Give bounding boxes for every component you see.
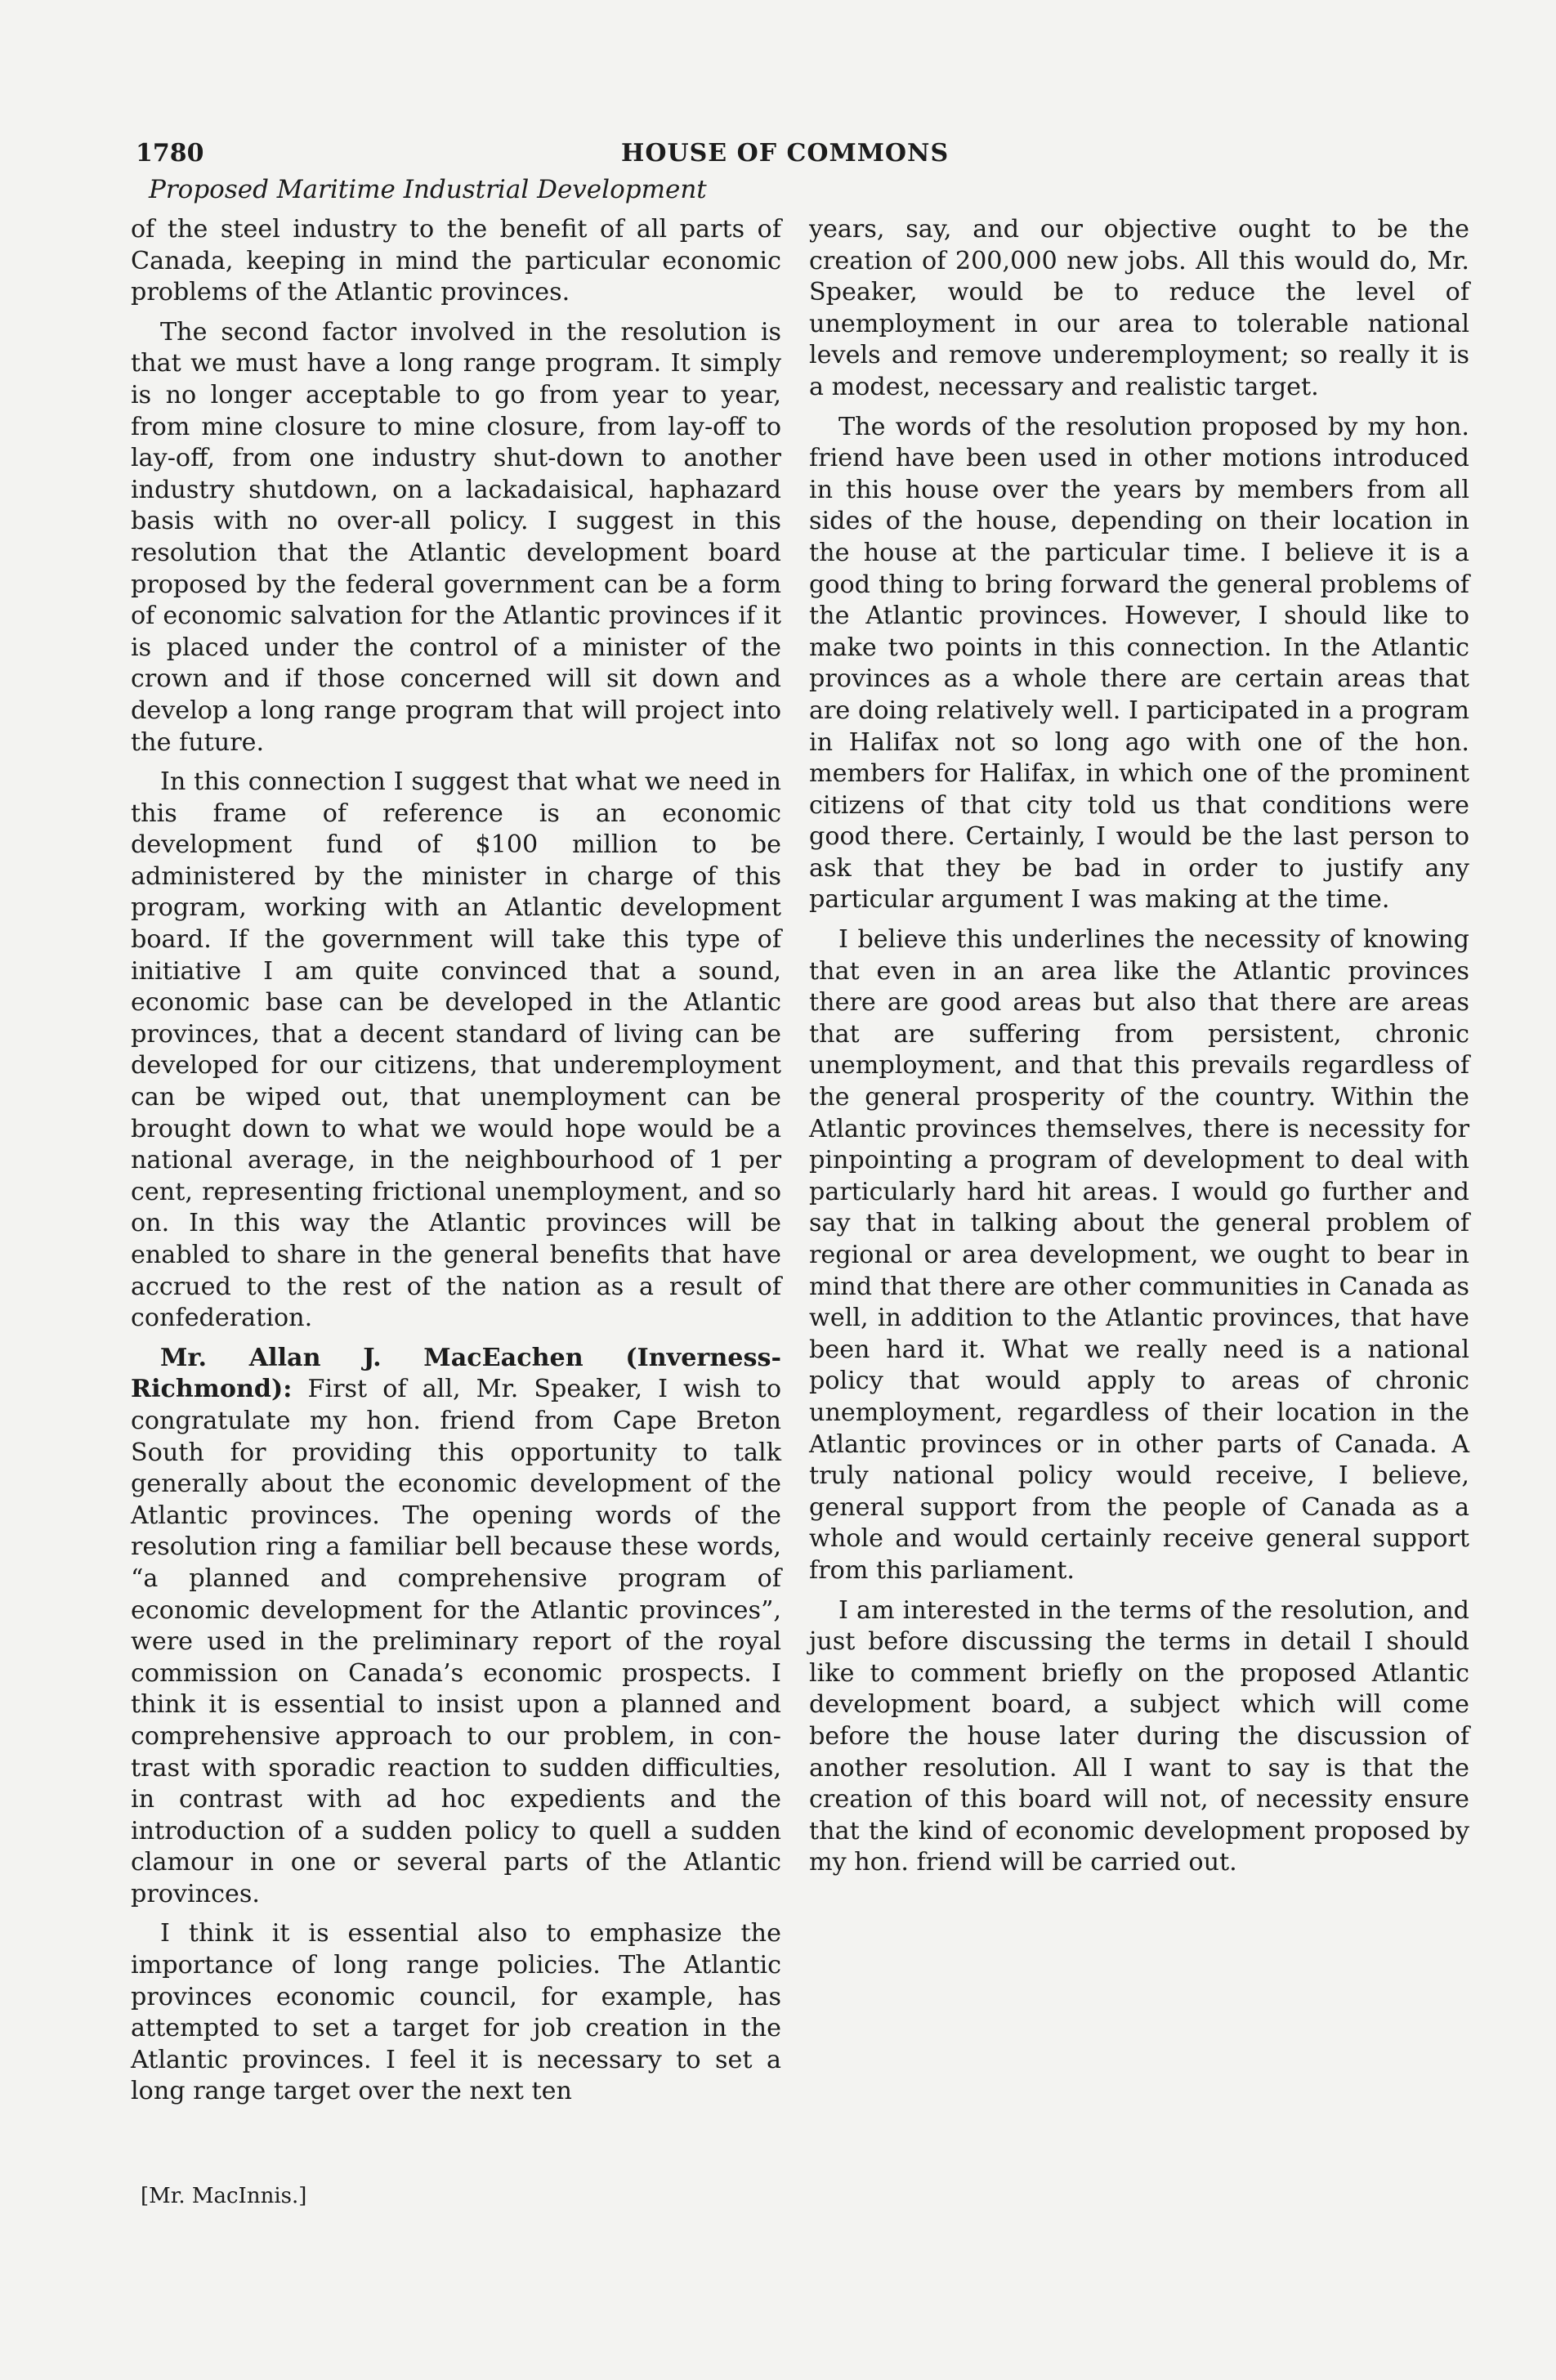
speech-text: First of all, Mr. Speaker, I wish to congratulate my hon. friend from Cape Breton South for providing this opportunity to talk generally about the economic development of the Atlantic provinces. The opening words of the resolution ring a familiar bell because these words, “a planned and comprehensive program of economic development for the Atlantic provinces”, were used in the preliminary report of the royal commission on Canada’s economic prospects. I think it is essential to insist upon a planned and comprehensive approach to our problem, in contrast with sporadic reaction to sudden difficulties, in contrast with ad hoc expedients and the introduction of a sudden policy to quell a sudden clamour in one or several parts of the Atlantic provinces. [131,1375,781,1908]
paragraph: I am interested in the terms of the resolution, and just before discussing the terms in detail I should like to comment briefly on the proposed Atlantic development board, a subject which will come before the house later during the discussion of another resolution. All I want to say is that the creation of this board will not, of necessity ensure that the kind of economic development proposed by my hon. friend will be carried out. [809,1595,1469,1877]
speech-paragraph [131,1343,781,1911]
paragraph: of the steel industry to the benefit of all parts of Canada, keeping in mind the particular economic problems of the Atlantic provinces. [131,215,781,307]
paragraph: The words of the resolution proposed by my hon. friend have been used in other motions introduced in this house over the years by members from all sides of the house, depending on their location in the house at the particular time. I believe it is a good thing to bring forward the general problems of the Atlantic provinces. However, I should like to make two points in this connection. In the Atlantic provinces as a whole there are certain areas that are doing relatively well. I participated in a program in Halifax not so long ago with one of the hon. members for Halifax, in which one of the prominent citizens of that city told us that conditions were good there. Certainly, I would be the last person to ask that they be bad in order to justify any particular argument I was making at the time. [809,412,1469,915]
paragraph: In this connection I suggest that what we need in this frame of reference is an economic development fund of $100 million to be administered by the minister in charge of this program, working with an Atlantic development board. If the government will take this type of initiative I am quite convinced that a sound, economic base can be developed in the Atlantic provinces, that a decent standard of living can be developed for our citizens, that underemployment can be wiped out, that unemployment can be brought down to what we would hope would be a national average, in the neighbourhood of 1 per cent, representing frictional unemployment, and so on. In this way the Atlantic provinces will be enabled to share in the general benefits that have accrued to the rest of the nation as a result of confederation. [131,767,781,1333]
running-head: HOUSE OF COMMONS [621,139,950,168]
subject-heading: Proposed Maritime Industrial Development [149,175,707,204]
paragraph: years, say, and our objective ought to be the creation of 200,000 new jobs. All this would do, Mr. Speaker, would be to reduce the level of unemployment in our area to tolerable national levels and remove underemployment; so really it is a modest, necessary and realistic target. [809,215,1469,401]
right-column [809,214,1469,1887]
speaker-attribution: [Mr. MacInnis.] [141,2184,307,2208]
page-number: 1780 [136,139,204,168]
paragraph: The second factor involved in the resolution is that we must have a long range program. It simply is no longer acceptable to go from year to year, from mine closure to mine closure, from lay-off to lay-off, from one industry shut-down to another industry shutdown, on a lackadaisical, haphazard basis with no over-all policy. I suggest in this resolution that the Atlantic development board proposed by the federal government can be a form of economic salvation for the Atlantic provinces if it is placed under the control of a minister of the crown and if those concerned will sit down and develop a long range program that will project into the future. [131,317,781,757]
paragraph: I think it is essential also to emphasize the importance of long range policies. The Atlantic provinces economic council, for example, has attempted to set a target for job creation in the Atlantic provinces. I feel it is necessary to set a long range target over the next ten [131,1919,781,2106]
left-column [131,214,781,2116]
speaker-name: Mr. Allan J. MacEachen (Inverness-Richmond): [131,1343,781,1404]
paragraph: I believe this underlines the necessity of knowing that even in an area like the Atlantic provinces there are good areas but also that there are areas that are suffering from persistent, chronic unemployment, and that this prevails regardless of the general prosperity of the country. Within the Atlantic provinces themselves, there is necessity for pinpointing a program of development to deal with particularly hard hit areas. I would go further and say that in talking about the general problem of regional or area development, we ought to bear in mind that there are other communities in Canada as well, in addition to the Atlantic provinces, that have been hard it. What we really need is a national policy that would apply to areas of chronic unemployment, regardless of their location in the Atlantic provinces or in other parts of Canada. A truly national policy would receive, I believe, general support from the people of Canada as a whole and would certainly receive general support from this parliament. [809,925,1469,1585]
